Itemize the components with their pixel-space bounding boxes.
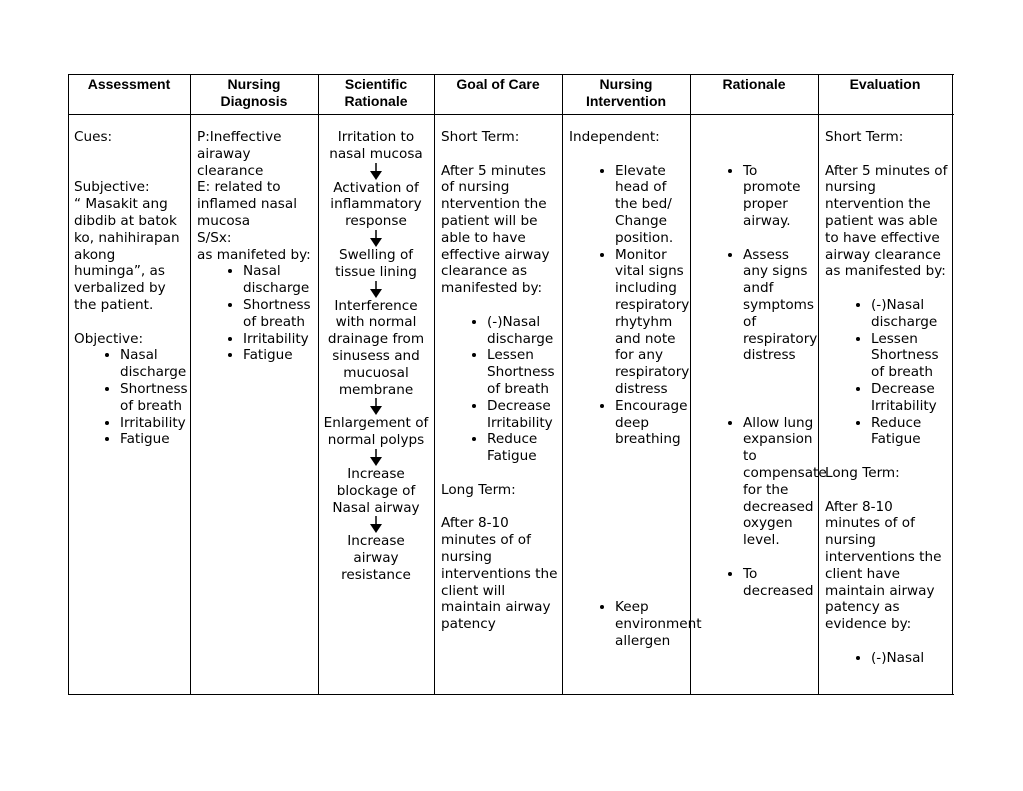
diagnosis-sx-label: S/Sx: [197, 229, 232, 246]
subjective-statement: “ Masakit ang dibdib at batok ko, nahihirapan akong huminga”, as verbalized by the patient. [74, 196, 180, 313]
down-arrow-icon [368, 516, 384, 533]
pathophysiology-step: Activation of inflammatory response [330, 179, 422, 230]
list-item: • (-)Nasal discharge [871, 297, 949, 331]
list-item: • Lessen Shortness of breath [487, 347, 559, 397]
nursing-care-plan-table [68, 74, 954, 695]
pathophysiology-step: Irritation to nasal mucosa [329, 129, 423, 162]
down-arrow-icon [368, 449, 384, 466]
down-arrow-icon [368, 163, 384, 180]
column-border [818, 74, 819, 695]
evaluation-short-term-text: After 5 minutes of nursing ntervention the patient was able to have effective airway clearance as manifested by: [825, 162, 948, 280]
list-item: • Irritability [120, 415, 186, 432]
evaluation-short-term-label: Short Term: [825, 129, 904, 145]
pathophysiology-step: Swelling of tissue lining [335, 246, 417, 280]
down-arrow-icon [368, 398, 384, 415]
cues-label: Cues: [74, 129, 113, 145]
header-nursing-diagnosis: Nursing Diagnosis [220, 76, 288, 109]
column-border [952, 74, 953, 695]
goal-short-term-label: Short Term: [441, 129, 520, 145]
goal-long-term-label: Long Term: [441, 481, 516, 498]
list-item: • Decrease Irritability [871, 381, 949, 415]
header-evaluation: Evaluation [849, 76, 921, 92]
list-item: • Monitor vital signs including respiratory rhytyhm and note for any respiratory distress [615, 247, 685, 398]
diagnosis-cell [197, 129, 311, 364]
list-item: • Reduce Fatigue [871, 415, 949, 449]
header-nursing-intervention: Nursing Intervention [585, 76, 667, 109]
list-item: • Encourage deep breathing [615, 398, 685, 448]
header-assessment: Assessment [87, 76, 171, 92]
intervention-list [569, 162, 702, 650]
assessment-cell [74, 129, 186, 448]
list-item: • To decreased [743, 566, 815, 600]
goal-short-term-list [441, 314, 559, 465]
list-item: • (-)Nasal [871, 650, 949, 667]
evaluation-cell [825, 129, 949, 667]
goal-long-term-text: After 8-10 minutes of of nursing interventions the client will maintain airway patency [441, 515, 558, 633]
column-border [318, 74, 319, 695]
subjective-label: Subjective: [74, 179, 150, 196]
list-item: • Assess any signs andf symptoms of respiratory distress [743, 247, 815, 365]
list-item: • Shortness of breath [243, 297, 311, 331]
list-item: • Nasal discharge [243, 263, 311, 297]
intervention-cell [569, 129, 702, 650]
header-bottom-border [68, 114, 954, 115]
list-item: • Irritability [243, 331, 311, 348]
evaluation-long-term-text: After 8-10 minutes of of nursing interventions the client have maintain airway patency as evidence by: [825, 498, 942, 633]
objective-label: Objective: [74, 330, 144, 347]
evaluation-long-term-list [825, 650, 949, 667]
list-item: • Fatigue [243, 347, 311, 364]
down-arrow-icon [368, 230, 384, 247]
pathophysiology-step: Increase blockage of Nasal airway [332, 465, 420, 516]
list-item: • Reduce Fatigue [487, 431, 559, 465]
list-item: • Elevate head of the bed/ Change position. [615, 163, 685, 247]
list-item: • Shortness of breath [120, 381, 186, 415]
pathophysiology-step: Interference with normal drainage from sinusess and mucuosal membrane [327, 297, 425, 398]
diagnosis-problem: P:Ineffective airaway clearance [197, 129, 282, 179]
column-border [690, 74, 691, 695]
evaluation-short-term-list [825, 297, 949, 448]
list-item: • (-)Nasal discharge [487, 314, 559, 348]
header-rationale: Rationale [722, 76, 786, 92]
header-scientific-rationale: Scientific Rationale [344, 76, 408, 109]
scientific-rationale-cell [323, 129, 429, 584]
pathophysiology-step: Enlargement of normal polyps [323, 415, 429, 449]
diagnosis-etiology: E: related to inflamed nasal mucosa [197, 179, 297, 229]
rationale-list [697, 162, 827, 600]
objective-list [74, 347, 186, 448]
list-item: • Lessen Shortness of breath [871, 331, 949, 381]
header-goal-of-care: Goal of Care [456, 76, 540, 92]
column-border [68, 74, 69, 695]
goal-short-term-text: After 5 minutes of nursing ntervention the patient will be able to have effective airway clearance as manifested by: [441, 162, 550, 297]
pathophysiology-step: Increase airway resistance [341, 533, 411, 583]
table-bottom-border [68, 694, 954, 695]
table-top-border [68, 74, 954, 75]
down-arrow-icon [368, 281, 384, 298]
list-item: • Fatigue [120, 431, 186, 448]
evaluation-long-term-label: Long Term: [825, 464, 900, 481]
goal-of-care-cell [441, 129, 559, 633]
list-item: • Nasal discharge [120, 347, 186, 381]
intervention-label: Independent: [569, 129, 660, 145]
list-item: • To promote proper airway. [743, 163, 815, 230]
diagnosis-sx-list [197, 263, 311, 364]
column-border [434, 74, 435, 695]
rationale-cell [697, 129, 827, 599]
column-border [562, 74, 563, 695]
list-item: • Keep environment allergen [615, 599, 685, 649]
column-border [190, 74, 191, 695]
list-item: • Allow lung expansion to compensate for the decreased oxygen level. [743, 415, 815, 549]
list-item: • Decrease Irritability [487, 398, 559, 432]
diagnosis-sx-intro: as manifeted by: [197, 246, 311, 263]
